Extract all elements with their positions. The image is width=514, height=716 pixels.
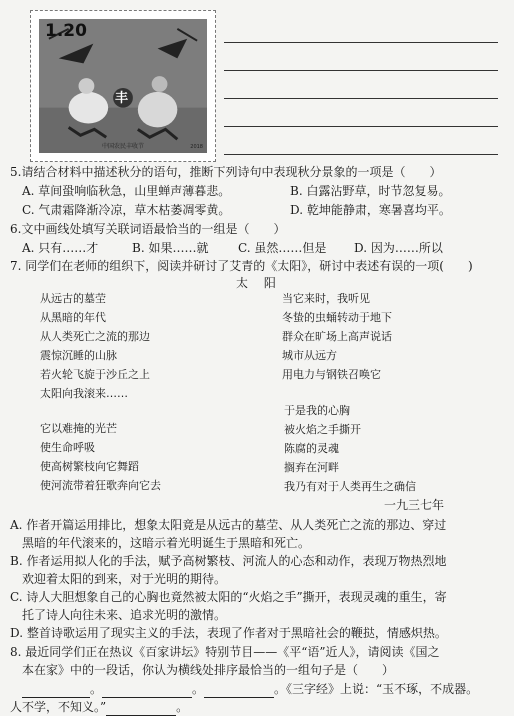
stamp-year: 2018 xyxy=(190,144,203,150)
q7-stem: 7. 同学们在老师的组织下，阅读并研讨了艾青的《太阳》，研讨中表述有误的一项( ) xyxy=(10,259,473,273)
q8-line-2: 本在家》中的一段话，你认为横线处排序最恰当的一组句子是（ ） xyxy=(22,663,395,677)
answer-line-1 xyxy=(224,42,498,43)
q8-quote-text: 。《三字经》上说：“玉不琢，不成器。 xyxy=(274,682,479,696)
poem-left-line-3: 从人类死亡之流的那边 xyxy=(40,330,150,343)
q5-option-a: A. 草间蛩响临秋急，山里蝉声薄暮悲。 xyxy=(22,184,231,198)
stamp-artwork xyxy=(39,19,207,153)
poem-left-line-6: 太阳向我滚来…… xyxy=(40,387,128,400)
q5-option-c: C. 气肃霜降渐冷凉，草木枯萎凋零黄。 xyxy=(22,203,231,217)
poem-title: 太 阳 xyxy=(236,276,282,290)
q7-option-d: D. 整首诗歌运用了现实主义的手法，表现了作者对于黑暗社会的鞭挞，情感炽热。 xyxy=(10,626,447,640)
poem-right-line-1: 当它来时，我听见 xyxy=(282,292,370,305)
poem-right2-line-2: 被火焰之手撕开 xyxy=(284,423,361,436)
poem-right2-line-3: 陈腐的灵魂 xyxy=(284,442,339,455)
q7-option-b-1: B. 作者运用拟人化的手法，赋予高树繁枝、河流人的心态和动作，表现万物热烈地 xyxy=(10,554,447,568)
q6-option-d: D. 因为……所以 xyxy=(354,241,443,255)
answer-line-2 xyxy=(224,70,498,71)
q6-stem: 6.文中画线处填写关联词语最恰当的一组是（ ） xyxy=(10,222,286,236)
answer-line-5 xyxy=(224,154,498,155)
q7-option-b-2: 欢迎着太阳的到来，对于光明的期待。 xyxy=(22,572,227,586)
answer-line-4 xyxy=(224,126,498,127)
q8-line-3 xyxy=(22,680,514,698)
poem-right-line-5: 用电力与钢铁召唤它 xyxy=(282,368,381,381)
q6-option-b: B. 如果……就 xyxy=(132,241,209,255)
q8-punct-2: 。 xyxy=(192,682,205,696)
q7-option-c-2: 托了诗人向往未来、追求光明的激情。 xyxy=(22,608,227,622)
poem-right2-line-5: 我乃有对于人类再生之确信 xyxy=(284,480,416,493)
poem-right-line-4: 城市从远方 xyxy=(282,349,337,362)
stamp-caption: 中国农民丰收节 xyxy=(101,143,144,150)
stamp-denomination: 1.20 xyxy=(45,21,87,41)
q8-punct-4: 。 xyxy=(176,700,189,714)
q6-option-a: A. 只有……才 xyxy=(22,241,99,255)
q6-option-c: C. 虽然……但是 xyxy=(238,241,327,255)
poem-left-line-4: 震惊沉睡的山脉 xyxy=(40,349,117,362)
poem-right-line-3: 群众在旷场上高声说话 xyxy=(282,330,392,343)
poem-right2-line-1: 于是我的心胸 xyxy=(284,404,350,417)
q8-quote-end: 人不学，不知义。” xyxy=(10,700,107,714)
q8-punct-1: 。 xyxy=(90,682,103,696)
q7-option-c-1: C. 诗人大胆想象自己的心胸也竟然被太阳的“火焰之手”撕开，表现灵魂的重生，寄 xyxy=(10,590,447,604)
poem-date: 一九三七年 xyxy=(384,498,445,512)
q5-option-d: D. 乾坤能静肃，寒暑喜均平。 xyxy=(290,203,451,217)
q7-option-a-2: 黑暗的年代滚来的，这暗示着光明诞生于黑暗和死亡。 xyxy=(22,536,311,550)
poem-left2-line-3: 使高树繁枝向它舞蹈 xyxy=(40,460,139,473)
q5-option-b: B. 白露沾野草，时节忽复易。 xyxy=(290,184,451,198)
answer-line-3 xyxy=(224,98,498,99)
poem-left-line-2: 从黑暗的年代 xyxy=(40,311,106,324)
poem-right2-line-4: 搁弃在河畔 xyxy=(284,461,339,474)
q8-line-4 xyxy=(10,698,504,716)
poem-left2-line-2: 使生命呼吸 xyxy=(40,441,95,454)
poem-left-line-5: 若火轮飞旋于沙丘之上 xyxy=(40,368,150,381)
poem-right-line-2: 冬蛰的虫蛹转动于地下 xyxy=(282,311,392,324)
q5-stem: 5.请结合材料中描述秋分的语句，推断下列诗句中表现秋分景象的一项是（ ） xyxy=(10,165,442,179)
poem-left2-line-1: 它以难掩的光芒 xyxy=(40,422,117,435)
poem-left-line-1: 从远古的墓茔 xyxy=(40,292,106,305)
stamp-character: 丰 xyxy=(115,91,129,106)
harvest-festival-stamp xyxy=(30,10,216,162)
q8-line-1: 8. 最近同学们正在热议《百家讲坛》特别节目——《平“语”近人》，请阅读《国之 xyxy=(10,645,440,659)
poem-left2-line-4: 使河流带着狂歌奔向它去 xyxy=(40,479,161,492)
q7-option-a-1: A. 作者开篇运用排比，想象太阳竟是从远古的墓茔、从人类死亡之流的那边、穿过 xyxy=(10,518,447,532)
